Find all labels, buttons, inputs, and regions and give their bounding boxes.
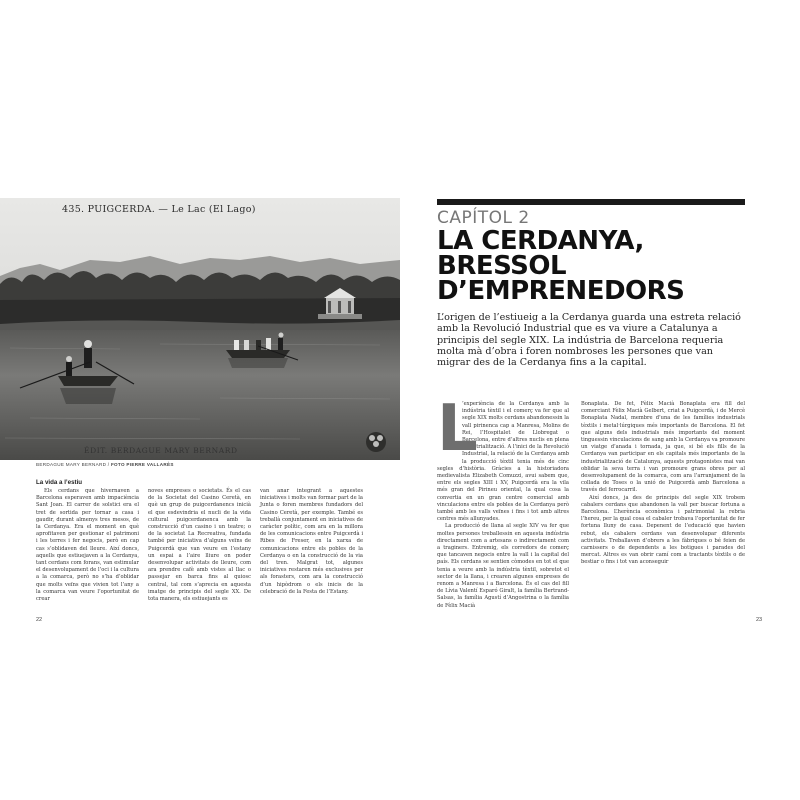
chapter-title-line-3: D’EMPRENEDORS	[437, 276, 685, 306]
credit-prefix: BERDAGUE MARY BERNARD /	[36, 462, 110, 467]
right-col1-para-1: ’experiència de la Cerdanya amb la indústria tèxtil i el comerç va fer que al segle XIX molts cerdans abandonessin la vall pirinenca cap a Manresa, Molins de Rei, l’Hospitalet de Llobregat o Barcelona, entre d’altres nuclis en plena industrialització. A l’inici de la Revolució Industrial, la relació de la Cerdanya amb la producció tèxtil tenia més de cinc segles d’història. Gràcies a la historiadora medievalista Elizabeth Comuzzi, avui sabem que, entre els segles XIII i XV, Puigcerdà era la vila més gran del Pirineu oriental, la qual cosa la convertia en un gran centre comercial amb vinculacions entre els pobles de la Cerdanya però també amb les valls veïnes i fins i tot amb altres centres més allunyades.	[437, 401, 569, 523]
stamp-logo	[366, 432, 386, 452]
postcard-image	[0, 198, 400, 460]
postcard-editor: ÉDIT. BERDAGUE MARY BERNARD	[84, 446, 238, 455]
right-column-2	[581, 401, 745, 567]
dropcap-letter: L	[437, 392, 478, 466]
postcard-photo	[0, 198, 400, 460]
left-section-heading: La vida a l’estiu	[36, 479, 83, 486]
left-col3-text: van anar integrant a aquestes iniciatives i molts van formar part de la Junta o foren membres fundadors del Casino Ceretà, per exemple. També es treballà conjuntament en iniciatives de caràcter polític, com ara en la millora de les comunicacions entre Puigcerdà i Ribes de Freser, en la xarxa de comunicacions entre els pobles de la Cerdanya o en la construcció de la via del tren. Malgrat tot, algunes iniciatives restaren més exclusives per als forasters, com ara la construcció d’un hipòdrom o els inicis de la celebració de la Festa de l’Estany.	[260, 488, 363, 595]
chapter-title	[437, 226, 757, 306]
right-col2-para-1: Bonaplata. De fet, Fèlix Macià Bonaplata era fill del comerciant Fèlix Macià Gelbert, criat a Puigcerdà, i de Mercè Bonaplata Nadal, membre d’una de les famílies industrials tèxtils i metal·lúrgiques més importants de Barcelona. El fet que alguns dels industrials més importants del moment tinguessin vinculacions de sang amb la Cerdanya va promoure un viatge d’anada i tornada, ja que, si bé els fills de la Cerdanya van participar en els capitals més importants de la industrialització de Catalunya, aquests protagonistes mai van oblidar la seva terra i van promoure grans obres per al desenvolupament de la comarca, com ara l’arranjament de la collada de Toses o la unió de Puigcerdà amb Barcelona a través del ferrocarril.	[581, 401, 745, 494]
page-number-right: 23	[756, 617, 763, 623]
chapter-intro: L’origen de l’estiueig a la Cerdanya guarda una estreta relació amb la Revolució Industrial que es va viure a Catalunya a principis del segle XIX. La indústria de Barcelona requeria molta mà d’obra i foren nombroses les persones que van migrar des de la Cerdanya fins a la capital.	[437, 312, 741, 369]
page-number-left: 22	[36, 617, 43, 623]
left-col1-text: Els cerdans que hivernaven a Barcelona esperaven amb impaciència Sant Joan. El carrer de solstici era el tret de sortida per tornar a casa i gaudir, durant almenys tres mesos, de la Cerdanya. Era el moment en què aprofitaven per gestionar el patrimoni i les terres i fer negocis, però en cap cas s’oblidaven del lleure. Així doncs, aquells que estiuejaven a la Cerdanya, tant cerdans com forans, van estimular el desenvolupament de l’oci i la cultura a la comarca, però no s’ha d’oblidar que molts veïns que vivien tot l’any a la comarca van veure l’oportunitat de crear	[36, 488, 139, 603]
right-col2-para-2: Així doncs, ja des de principis del segle XIX trobem cabalers cerdans que abandonen la vall per buscar fortuna a Barcelona. L’herència econòmica i patrimonial la rebria l’hereu, per la qual cosa el cabaler trobava l’oportunitat de fer fortuna lluny de casa. Depenent de l’educació que havien rebut, els cabalers cerdans van desenvolupar diferents activitats. Treballaven d’obrers a les fàbriques o bé feien de carnissers o de dependents a les botigues i parades del mercat. Altres es van obrir camí com a tractants tèxtils o de bestiar o fins i tot van aconseguir	[581, 494, 745, 566]
postcard-caption: 435. PUIGCERDA. — Le Lac (El Lago)	[62, 204, 256, 215]
photo-credit	[36, 462, 174, 467]
left-column-2	[148, 488, 251, 603]
chapter-rule	[437, 199, 745, 205]
left-column-1	[36, 488, 139, 603]
chapter-title-line-1: LA CERDANYA,	[437, 226, 644, 256]
chapter-title-line-2: BRESSOL	[437, 251, 567, 281]
right-col1-para-2: La producció de llana al segle XIV va fer que moltes persones treballessin en aquesta indústria directament com a artesans o indirectament com a traginers. Entremig, els corredors de comerç que tancaven negocis entre la vall i la capital del país. Els cerdans se sentien còmodes en tot el que tenia a veure amb la indústria tèxtil, sobretot el sector de la llana, i crearen algunes empreses de renom a Manresa i a Barcelona. És el cas del fill de Lívia Valentí Esparó Giralt, la família Bertrand-Salsas, la família Agustí d’Angostrina o la família de Fèlix Macià	[437, 523, 569, 609]
left-col2-text: noves empreses o societats. És el cas de la Societat del Casino Ceretà, en què un grup de puigcerdanencs inicià el que esdevindria el nucli de la vida cultural puigcerdanenca amb la construcció d’un casino i un teatre; o de la societat La Recreativa, fundada també per iniciativa d’alguns veïns de Puigcerdà que van veure en l’estany un espai a l’aire lliure on poder desenvolupar activitats de lleure, com ara prendre cafè amb vistes al llac o passejar en barca fins al quiosc central, tal com s’aprecia en aquesta imatge de principis del segle XX. De tota manera, els estiuejants es	[148, 488, 251, 603]
credit-photographer: FOTO PIERRE VALLARÈS	[110, 462, 174, 467]
left-column-3	[260, 488, 363, 596]
chapter-label: CAPÍTOL 2	[437, 208, 530, 228]
